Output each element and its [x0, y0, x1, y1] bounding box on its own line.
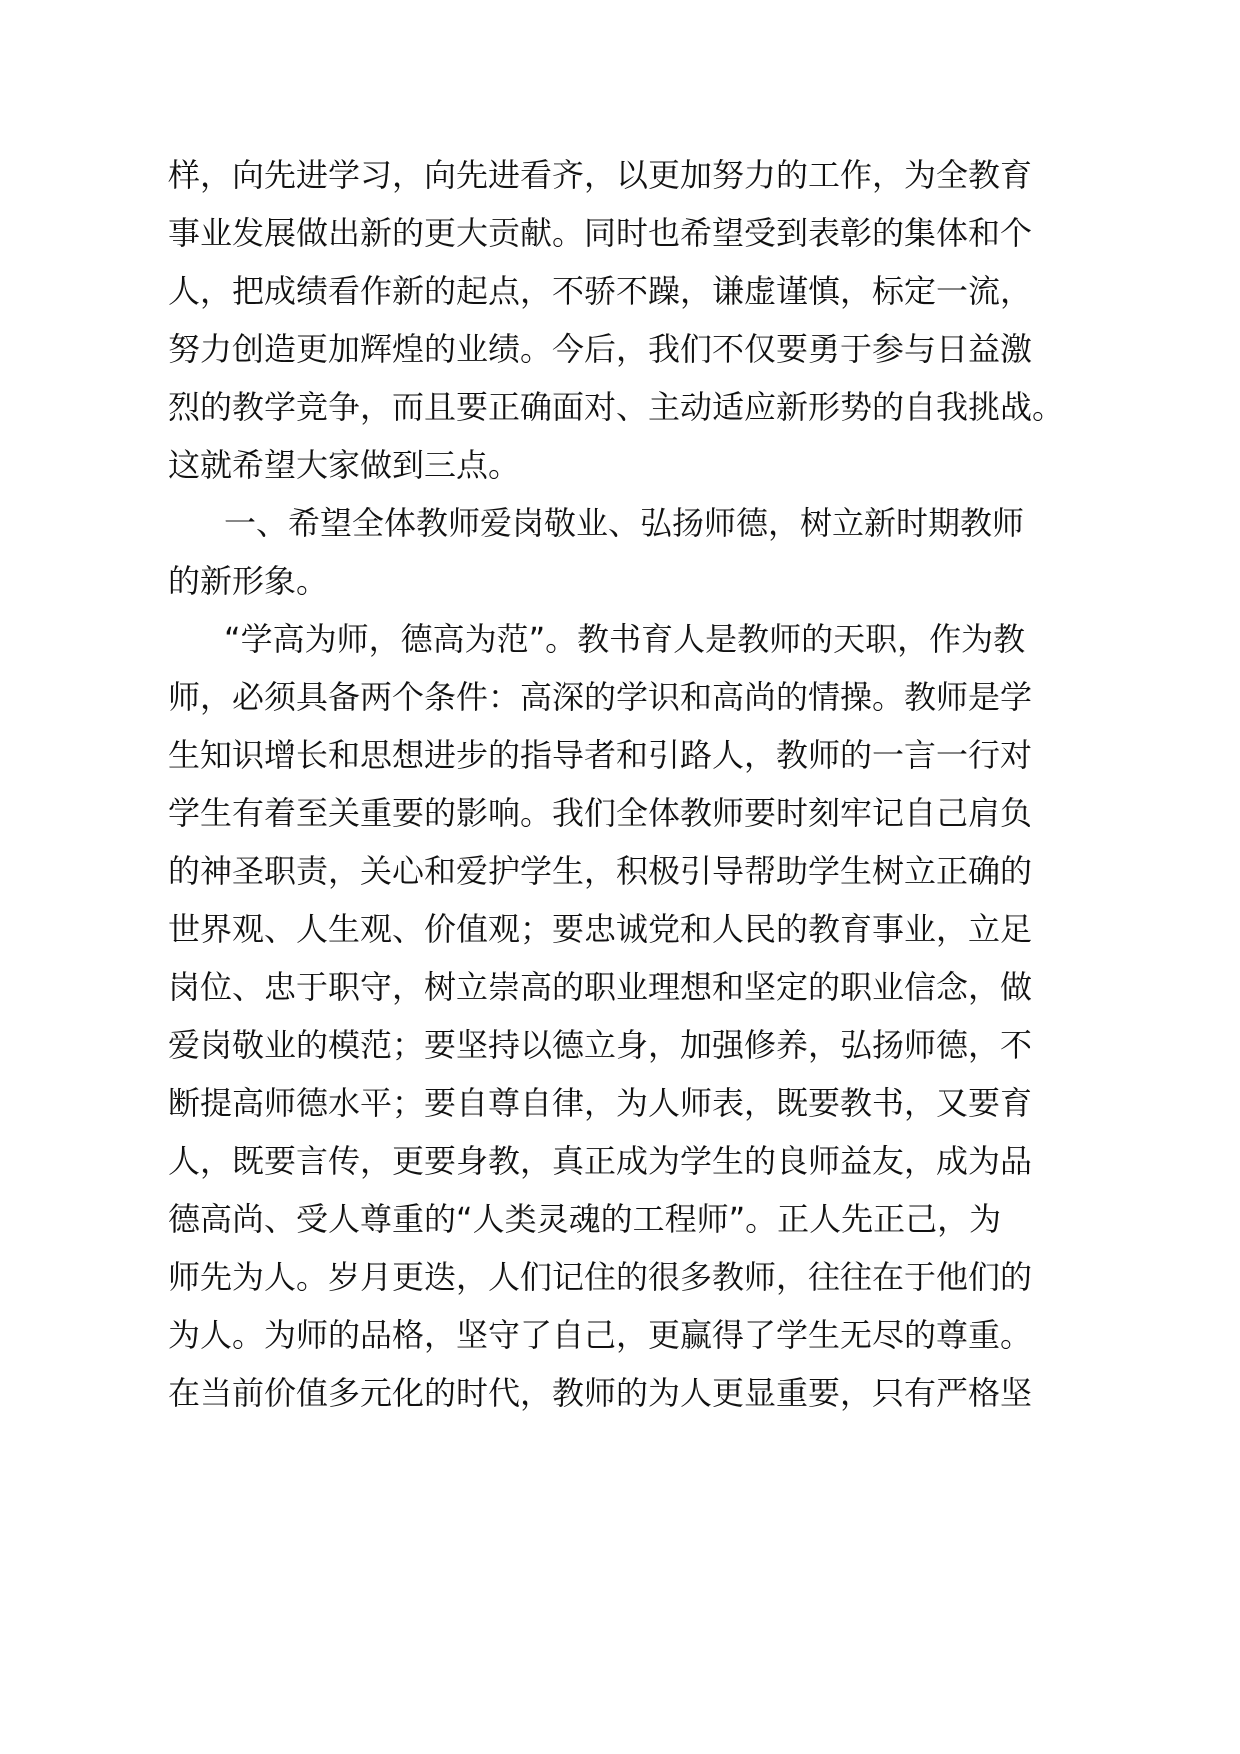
line-text: 学生有着至关重要的影响。我们全体教师要时刻牢记自己肩负 — [168, 794, 1033, 832]
text-line — [0, 725, 1240, 785]
line-text: 断提高师德水平；要自尊自律，为人师表，既要教书，又要育 — [168, 1084, 1033, 1122]
line-text: “学高为师，德高为范”。教书育人是教师的天职，作为教 — [224, 620, 1026, 658]
text-line — [0, 1189, 1240, 1249]
line-text: 为人。为师的品格，坚守了自己，更赢得了学生无尽的尊重。 — [168, 1316, 1033, 1354]
text-line — [0, 1073, 1240, 1133]
line-text: 爱岗敬业的模范；要坚持以德立身，加强修养，弘扬师德，不 — [168, 1026, 1033, 1064]
line-text: 岗位、忠于职守，树立崇高的职业理想和坚定的职业信念，做 — [168, 968, 1033, 1006]
text-line — [0, 493, 1240, 553]
text-line — [0, 261, 1240, 321]
text-line — [0, 377, 1240, 437]
text-line — [0, 145, 1240, 205]
text-line — [0, 319, 1240, 379]
line-text: 师，必须具备两个条件：高深的学识和高尚的情操。教师是学 — [168, 678, 1033, 716]
line-text: 世界观、人生观、价值观；要忠诚党和人民的教育事业，立足 — [168, 910, 1033, 948]
text-line — [0, 783, 1240, 843]
text-line — [0, 899, 1240, 959]
line-text: 师先为人。岁月更迭，人们记住的很多教师，往往在于他们的 — [168, 1258, 1033, 1296]
text-line — [0, 1363, 1240, 1423]
line-text: 德高尚、受人尊重的“人类灵魂的工程师”。正人先正己，为 — [168, 1200, 1002, 1238]
line-text: 的神圣职责，关心和爱护学生，积极引导帮助学生树立正确的 — [168, 852, 1033, 890]
text-line — [0, 1305, 1240, 1365]
text-line — [0, 609, 1240, 669]
line-text: 样，向先进学习，向先进看齐，以更加努力的工作，为全教育 — [168, 156, 1033, 194]
text-line — [0, 1015, 1240, 1075]
line-text: 努力创造更加辉煌的业绩。今后，我们不仅要勇于参与日益激 — [168, 330, 1033, 368]
line-text: 在当前价值多元化的时代，教师的为人更显重要，只有严格坚 — [168, 1374, 1033, 1412]
line-text: 人，既要言传，更要身教，真正成为学生的良师益友，成为品 — [168, 1142, 1033, 1180]
line-text: 烈的教学竞争，而且要正确面对、主动适应新形势的自我挑战。 — [168, 388, 1065, 426]
line-text: 的新形象。 — [168, 562, 329, 600]
line-text: 人，把成绩看作新的起点，不骄不躁，谦虚谨慎，标定一流， — [168, 272, 1033, 310]
text-line — [0, 551, 1240, 611]
text-line — [0, 203, 1240, 263]
text-line — [0, 957, 1240, 1017]
text-line — [0, 667, 1240, 727]
text-line — [0, 435, 1240, 495]
line-text: 事业发展做出新的更大贡献。同时也希望受到表彰的集体和个 — [168, 214, 1033, 252]
text-line — [0, 841, 1240, 901]
line-text: 这就希望大家做到三点。 — [168, 446, 521, 484]
text-line — [0, 1247, 1240, 1307]
line-text: 生知识增长和思想进步的指导者和引路人，教师的一言一行对 — [168, 736, 1033, 774]
text-line — [0, 1131, 1240, 1191]
line-text: 一、希望全体教师爱岗敬业、弘扬师德，树立新时期教师 — [224, 504, 1025, 542]
